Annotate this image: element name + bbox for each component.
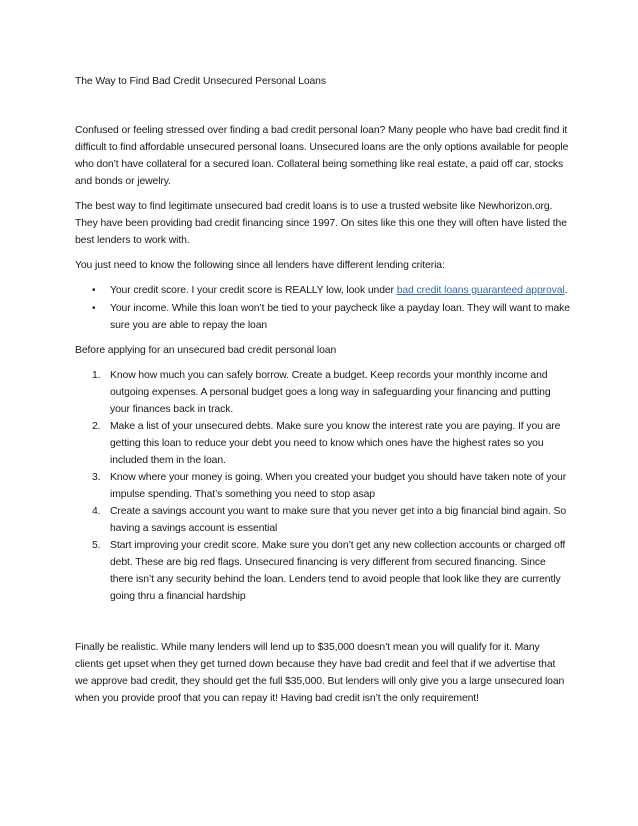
- bad-credit-loans-link[interactable]: bad credit loans guaranteed approval: [396, 285, 565, 296]
- list-item-text: Know where your money is going. When you created your budget you should have taken note of your impulse spending. That’s something you need to stop asap: [110, 472, 567, 500]
- bullet-icon: •: [92, 303, 96, 314]
- criteria-paragraph: You just need to know the following since all lenders have different lending criteria:: [75, 260, 445, 271]
- list-item: [75, 282, 570, 299]
- closing-paragraph: Finally be realistic. While many lenders will lend up to $35,000 doesn’t mean you will qualify for it. Many clients get upset when they get turned down because they have bad credit and feel that if we advertise that we approve bad credit, they should get the full $35,000. But lenders will only give you a large unsecured loan when you provide proof that you can repay it! Having bad credit isn’t the only requirement!: [75, 642, 565, 704]
- list-item-text: Start improving your credit score. Make sure you don’t get any new collection accounts or charged off debt. These are big red flags. Unsecured financing is very different from secured financing. Since there isn’t any security behind the loan. Lenders tend to avoid people that look like they are currently going thru a financial hardship: [110, 540, 566, 602]
- list-item-text-end: .: [564, 285, 568, 296]
- list-item: [75, 300, 570, 334]
- document-page: [75, 73, 570, 715]
- before-applying-paragraph: Before applying for an unsecured bad credit personal loan: [75, 345, 337, 356]
- list-item: [75, 503, 570, 537]
- list-item: [75, 367, 570, 418]
- list-item-text: Make a list of your unsecured debts. Make sure you know the interest rate you are paying. If you are getting this loan to reduce your debt you need to know which ones have the highest rates so you included them in the loan.: [110, 421, 561, 466]
- step-number: 1.: [92, 370, 101, 381]
- steps-list: [75, 367, 570, 605]
- list-item-text: Your credit score. I your credit score is REALLY low, look under: [110, 285, 397, 296]
- step-number: 3.: [92, 472, 101, 483]
- intro-paragraph: Confused or feeling stressed over finding a bad credit personal loan? Many people who have bad credit find it difficult to find affordable unsecured personal loans. Unsecured loans are the only options available for people who don’t have collateral for a secured loan. Collateral being something like real estate, a paid off car, stocks and bonds or jewelry.: [75, 125, 569, 187]
- step-number: 4.: [92, 506, 101, 517]
- bullet-icon: •: [92, 285, 96, 296]
- list-item: [75, 418, 570, 469]
- step-number: 2.: [92, 421, 101, 432]
- list-item-text: Your income. While this loan won’t be tied to your paycheck like a payday loan. They will want to make sure you are able to repay the loan: [110, 303, 570, 331]
- best-way-paragraph: The best way to find legitimate unsecured bad credit loans is to use a trusted website like Newhorizon.org. They have been providing bad credit financing since 1997. On sites like this one they will often have listed the best lenders to work with.: [75, 201, 567, 246]
- list-item-text: Create a savings account you want to make sure that you never get into a big financial bind again. So having a savings account is essential: [110, 506, 567, 534]
- step-number: 5.: [92, 540, 101, 551]
- criteria-list: [75, 282, 570, 334]
- document-title: The Way to Find Bad Credit Unsecured Personal Loans: [75, 76, 326, 87]
- list-item: [75, 537, 570, 605]
- list-item: [75, 469, 570, 503]
- list-item-text: Know how much you can safely borrow. Create a budget. Keep records your monthly income and outgoing expenses. A personal budget goes a long way in safeguarding your financing and putting your finances back in track.: [110, 370, 551, 415]
